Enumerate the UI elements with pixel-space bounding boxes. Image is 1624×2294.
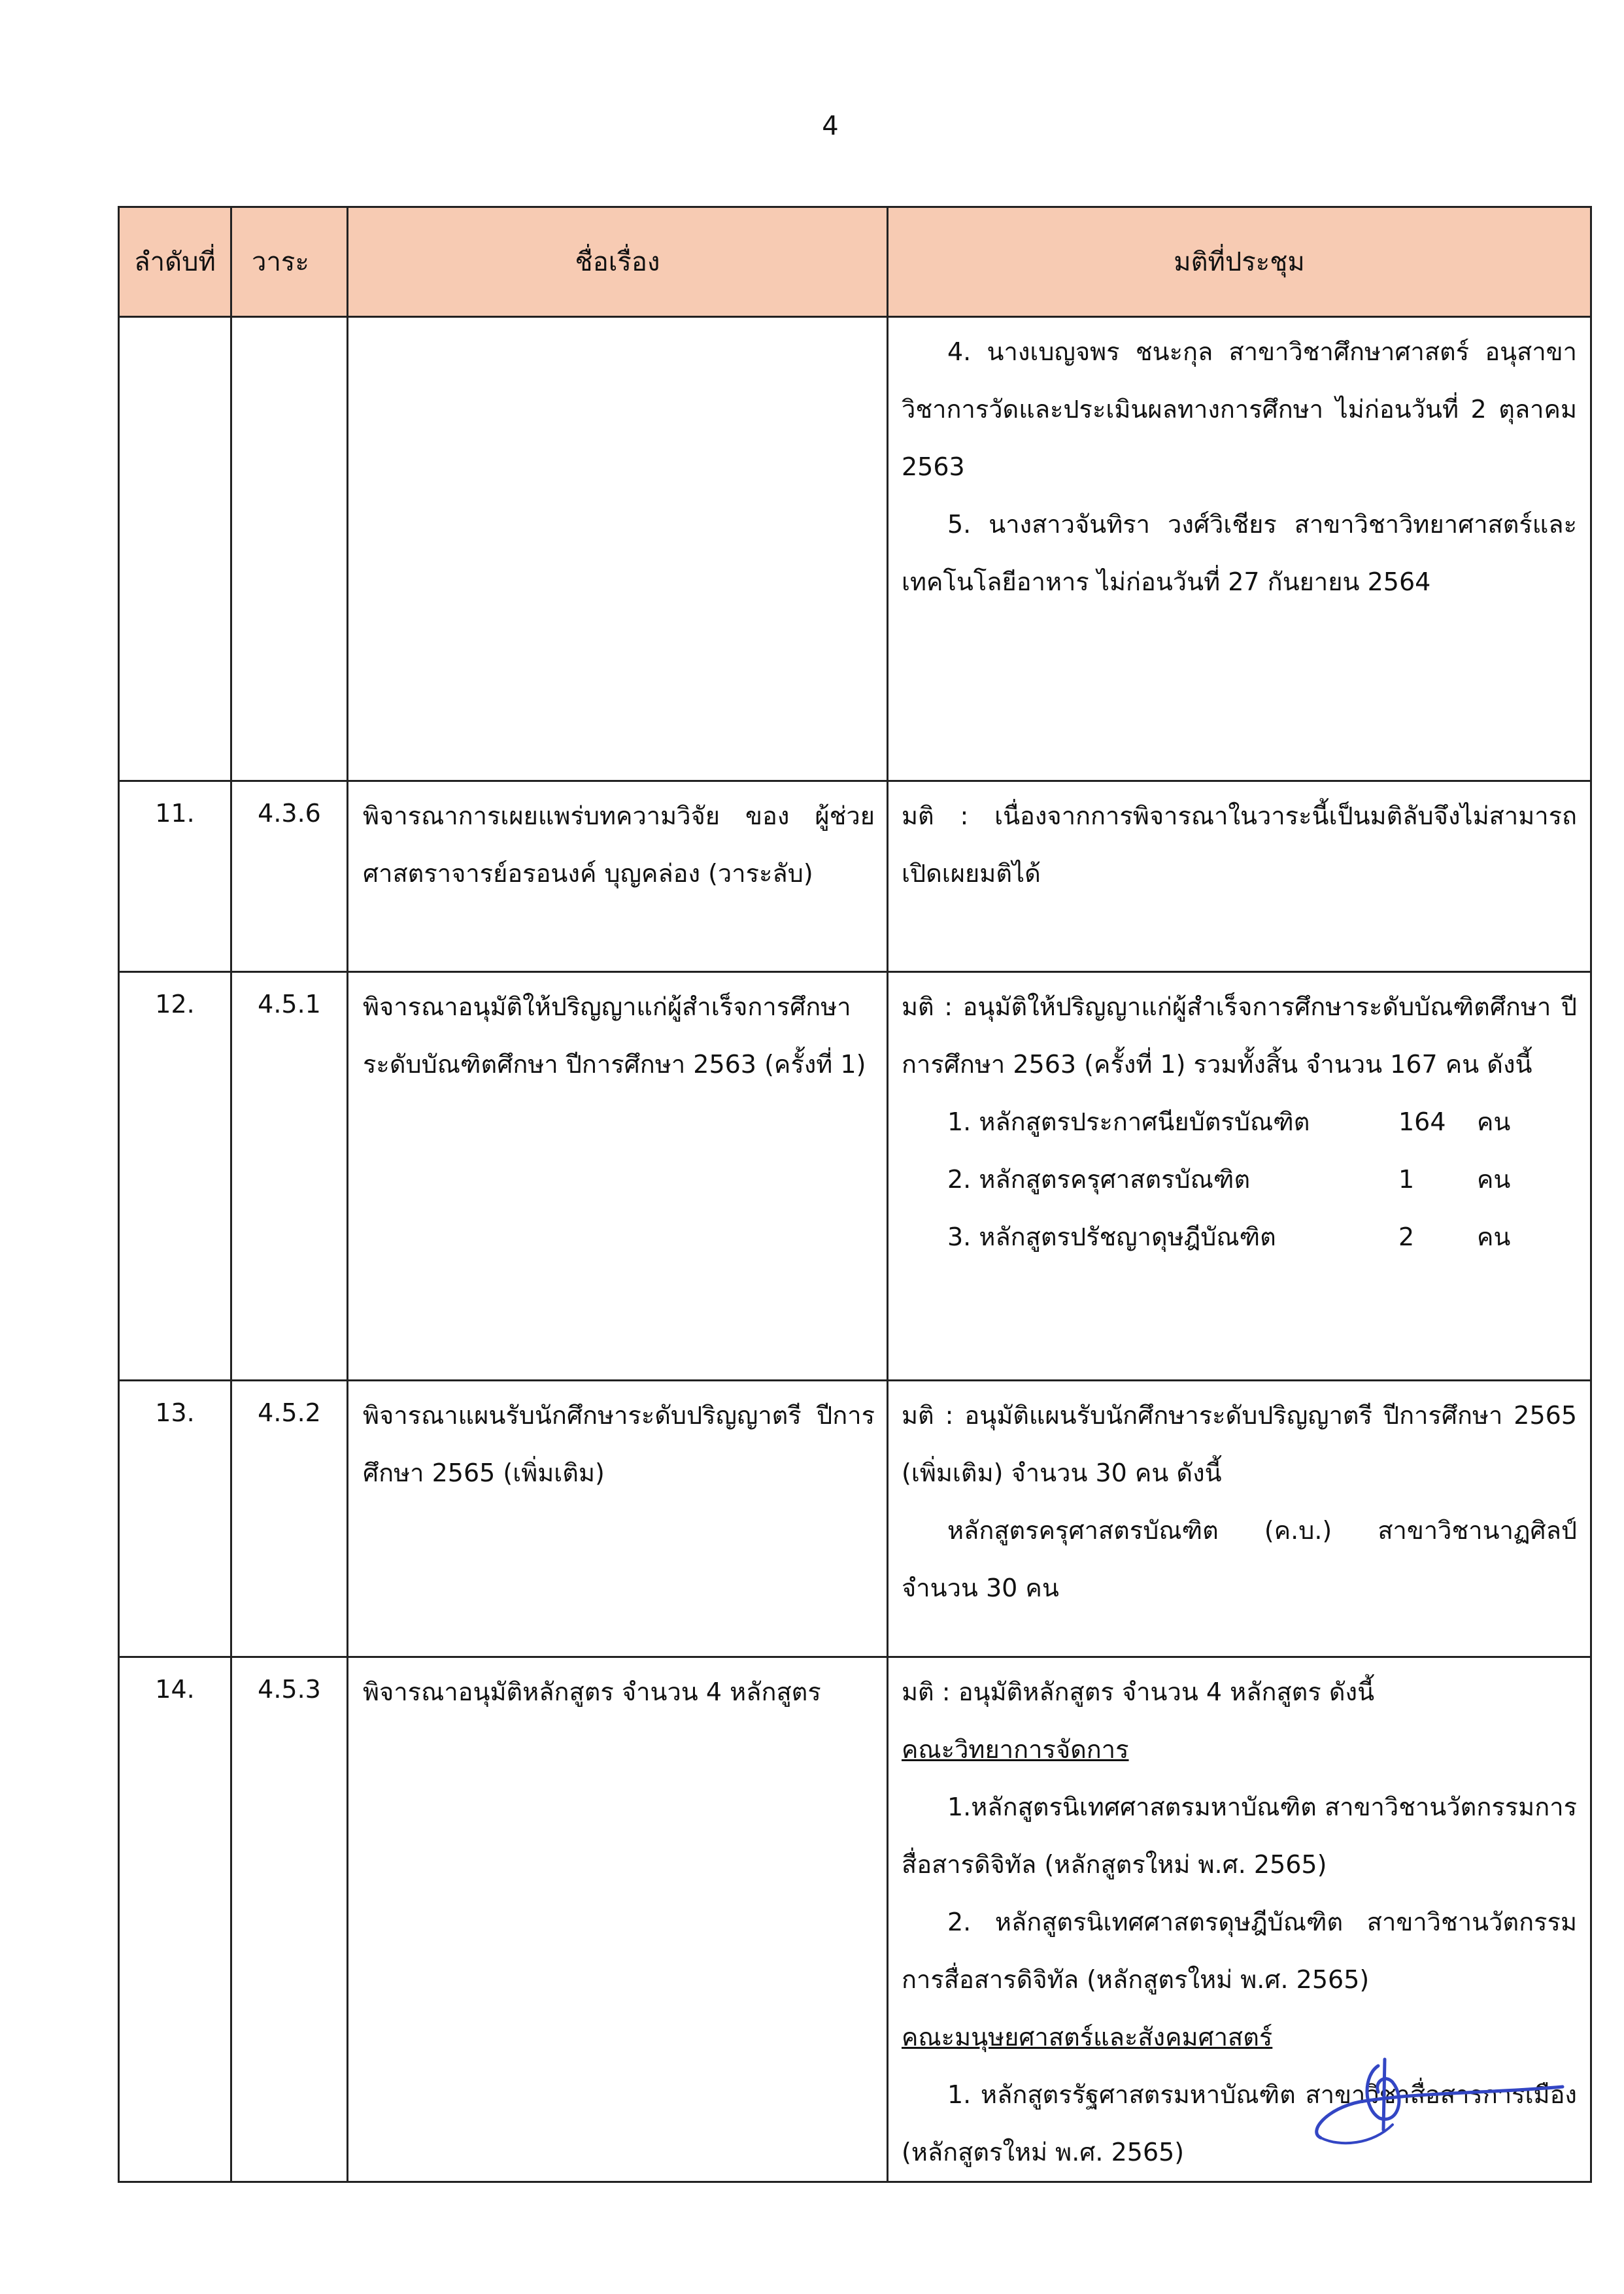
degree-unit: คน: [1477, 1165, 1511, 1194]
subject-cell: พิจารณาแผนรับนักศึกษาระดับปริญญาตรี ปีการศึกษา 2565 (เพิ่มเติม): [348, 1381, 888, 1657]
subject-cell: พิจารณาอนุมัติให้ปริญญาแก่ผู้สำเร็จการศึกษาระดับบัณฑิตศึกษา ปีการศึกษา 2563 (ครั้งที่ 1): [348, 972, 888, 1381]
agenda-number: 4.5.3: [231, 1657, 348, 2182]
agenda-number: 4.5.1: [231, 972, 348, 1381]
resolution-cell: [888, 781, 1591, 972]
faculty-heading: คณะมนุษยศาสตร์และสังคมศาสตร์: [902, 2023, 1273, 2051]
subject-cell: พิจารณาการเผยแพร่บทความวิจัย ของ ผู้ช่วยศาสตราจารย์อรอนงค์ บุญคล่อง (วาระลับ): [348, 781, 888, 972]
header-no: ลำดับที่: [119, 207, 231, 317]
degree-count-item: [902, 1208, 1577, 1266]
signature-mark: [1301, 2046, 1576, 2151]
degree-count-item: [902, 1093, 1577, 1151]
resolution-text: มติ : อนุมัติหลักสูตร จำนวน 4 หลักสูตร ดังนี้: [902, 1678, 1375, 1706]
page-number: 4: [822, 111, 839, 141]
table-row: [119, 1381, 1591, 1657]
row-number: [119, 317, 231, 781]
header-agenda: วาระ: [231, 207, 348, 317]
row-number: 12.: [119, 972, 231, 1381]
degree-count: 164: [1398, 1107, 1446, 1136]
resolution-cell: [888, 317, 1591, 781]
curriculum-item: 1.หลักสูตรนิเทศศาสตรมหาบัณฑิต สาขาวิชานวัตกรรมการสื่อสารดิจิทัล (หลักสูตรใหม่ พ.ศ. 2565): [902, 1793, 1577, 1879]
agenda-number: 4.3.6: [231, 781, 348, 972]
curriculum-item: 1. หลักสูตรรัฐศาสตรมหาบัณฑิต สาขาวิชาสื่อสารการเมือง (หลักสูตรใหม่ พ.ศ. 2565): [902, 2080, 1577, 2167]
resolution-cell: [888, 1381, 1591, 1657]
table-row: [119, 972, 1591, 1381]
table-row: [119, 781, 1591, 972]
resolution-line: 4. นางเบญจพร ชนะกุล สาขาวิชาศึกษาศาสตร์ อนุสาขาวิชาการวัดและประเมินผลทางการศึกษา ไม่ก่อนวันที่ 2 ตุลาคม 2563: [902, 337, 1577, 481]
degree-count: 2: [1398, 1223, 1415, 1251]
minutes-table: [118, 206, 1592, 2183]
resolution-detail: หลักสูตรครุศาสตรบัณฑิต (ค.บ.) สาขาวิชานาฏศิลป์ จำนวน 30 คน: [902, 1516, 1577, 1602]
resolution-cell: [888, 972, 1591, 1381]
row-number: 14.: [119, 1657, 231, 2182]
curriculum-item: 2. หลักสูตรนิเทศศาสตรดุษฎีบัณฑิต สาขาวิชานวัตกรรมการสื่อสารดิจิทัล (หลักสูตรใหม่ พ.ศ. 2565): [902, 1908, 1577, 1994]
agenda-number: 4.5.2: [231, 1381, 348, 1657]
faculty-heading: คณะวิทยาการจัดการ: [902, 1735, 1129, 1764]
header-resolution: มติที่ประชุม: [888, 207, 1591, 317]
row-number: 13.: [119, 1381, 231, 1657]
header-subject: ชื่อเรื่อง: [348, 207, 888, 317]
degree-unit: คน: [1477, 1107, 1511, 1136]
resolution-text: มติ : อนุมัติให้ปริญญาแก่ผู้สำเร็จการศึกษาระดับบัณฑิตศึกษา ปีการศึกษา 2563 (ครั้งที่ 1) รวมทั้งสิ้น จำนวน 167 คน ดังนี้: [902, 992, 1577, 1079]
agenda-number: [231, 317, 348, 781]
degree-unit: คน: [1477, 1223, 1511, 1251]
row-number: 11.: [119, 781, 231, 972]
degree-label: 1. หลักสูตรประกาศนียบัตรบัณฑิต: [947, 1107, 1310, 1136]
degree-label: 2. หลักสูตรครุศาสตรบัณฑิต: [947, 1165, 1251, 1194]
degree-count: 1: [1398, 1165, 1415, 1194]
table-header-row: [119, 207, 1591, 317]
table-row: [119, 317, 1591, 781]
degree-count-item: [902, 1151, 1577, 1208]
resolution-text: มติ : เนื่องจากการพิจารณาในวาระนี้เป็นมติลับจึงไม่สามารถเปิดเผยมติได้: [902, 801, 1577, 888]
resolution-text: มติ : อนุมัติแผนรับนักศึกษาระดับปริญญาตรี ปีการศึกษา 2565 (เพิ่มเติม) จำนวน 30 คน ดังนี้: [902, 1401, 1577, 1487]
degree-label: 3. หลักสูตรปรัชญาดุษฎีบัณฑิต: [947, 1223, 1276, 1251]
subject-cell: [348, 317, 888, 781]
resolution-line: 5. นางสาวจันทิรา วงศ์วิเชียร สาขาวิชาวิทยาศาสตร์และเทคโนโลยีอาหาร ไม่ก่อนวันที่ 27 กันยายน 2564: [902, 510, 1577, 596]
subject-cell: พิจารณาอนุมัติหลักสูตร จำนวน 4 หลักสูตร: [348, 1657, 888, 2182]
